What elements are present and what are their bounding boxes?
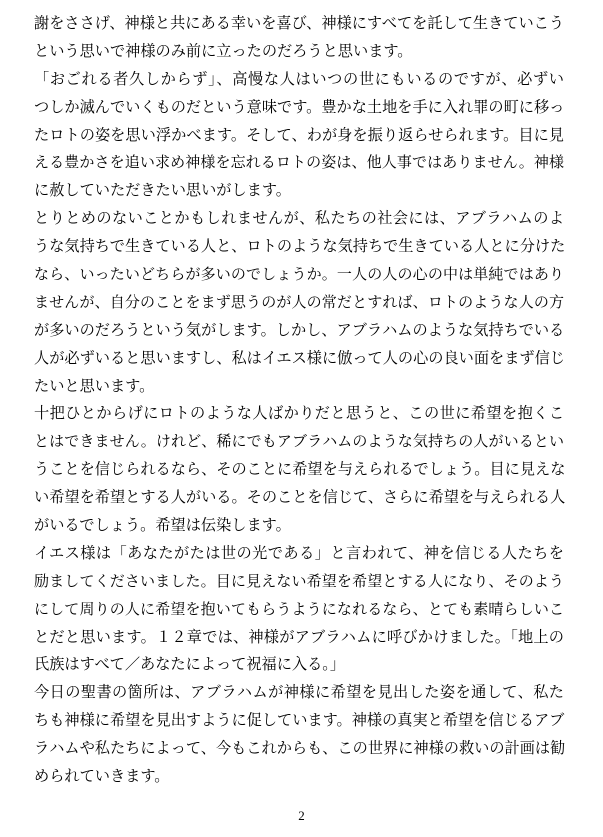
text-line: がいるでしょう。希望は伝染します。 xyxy=(34,516,291,535)
text-line: 氏族はすべて／あなたによって祝福に入る。」 xyxy=(34,655,346,674)
text-line: つしか滅んでいくものだという意味です。豊かな土地を手に入れ罪の町に移っ xyxy=(34,97,565,116)
text-line: ラハムや私たちによって、今もこれからも、この世界に神様の救いの計画は勧 xyxy=(34,739,566,758)
text-line: 励ましてくださいました。目に見えない希望を希望とする人になり、そのよう xyxy=(34,571,564,590)
text-line: められていきます。 xyxy=(34,767,170,786)
text-line: 「おごれる者久しからず」、高慢な人はいつの世にもいるのですが、必ずい xyxy=(34,69,564,88)
text-line: に赦していただきたい思いがします。 xyxy=(34,181,291,200)
text-line: たロトの姿を思い浮かべます。そして、わが身を振り返らせられます。目に見 xyxy=(34,125,564,144)
text-line: とりとめのないことかもしれませんが、私たちの社会には、アブラハムのよ xyxy=(34,209,564,228)
text-line: とはできません。けれど、稀にでもアブラハムのような気持ちの人がいるとい xyxy=(34,432,564,451)
text-line: とだと思います。１２章では、神様がアブラハムに呼びかけました。「地上の xyxy=(34,627,564,646)
text-line: にして周りの人に希望を抱いてもらうようになれるなら、とても素晴らしいこ xyxy=(34,599,564,618)
document-body xyxy=(34,10,564,791)
text-line: ませんが、自分のことをまず思うのが人の常だとすれば、ロトのような人の方 xyxy=(34,292,564,311)
page-number: 2 xyxy=(298,808,305,823)
text-line: イエス様は「あなたがたは世の光である」と言われて、神を信じる人たちを xyxy=(34,543,564,562)
text-line: 十把ひとからげにロトのような人ばかりだと思うと、この世に希望を抱くこ xyxy=(34,404,564,423)
text-line: ちも神様に希望を見出すように促しています。神様の真実と希望を信じるアブ xyxy=(34,711,565,730)
text-line: 謝をささげ、神様と共にある幸いを喜び、神様にすべてを託して生きていこう xyxy=(34,14,565,32)
text-line: という思いで神様のみ前に立ったのだろうと思います。 xyxy=(34,41,413,60)
text-line: 人が必ずいると思いますし、私はイエス様に倣って人の心の良い面をまず信じ xyxy=(34,348,565,367)
text-line: うな気持ちで生きている人と、ロトのような気持ちで生きている人とに分けた xyxy=(34,237,566,256)
text-line: 今日の聖書の箇所は、アブラハムが神様に希望を見出した姿を通して、私た xyxy=(34,683,564,702)
text-line: い希望を希望とする人がいる。そのことを信じて、さらに希望を与えられる人 xyxy=(34,488,566,507)
text-line: える豊かさを追い求め神様を忘れるロトの姿は、他人事ではありません。神様 xyxy=(34,153,564,172)
text-line: たいと思います。 xyxy=(34,376,155,395)
text-line: が多いのだろうという気がします。しかし、アブラハムのような気持ちでいる xyxy=(34,320,565,339)
text-line: うことを信じられるなら、そのことに希望を与えられるでしょう。目に見えな xyxy=(34,460,566,479)
text-line: なら、いったいどちらが多いのでしょうか。一人の人の心の中は単純ではあり xyxy=(34,265,564,284)
